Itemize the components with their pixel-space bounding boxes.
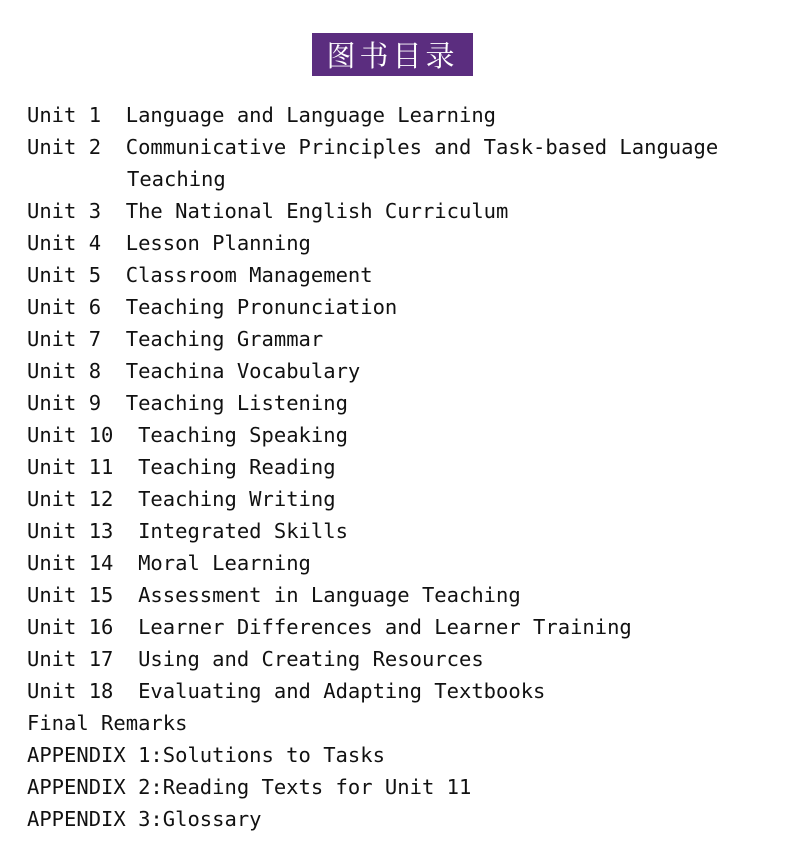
unit-label: Unit 14 [27,551,114,575]
unit-title: Teaching Writing [138,487,336,511]
toc-entry-unit-16 [27,611,718,643]
unit-label: Unit 11 [27,455,114,479]
table-of-contents [27,99,718,835]
back-matter-title: APPENDIX 3:Glossary [27,807,262,831]
unit-title: Assessment in Language Teaching [138,583,521,607]
unit-title: Moral Learning [138,551,311,575]
toc-entry-final-remarks [27,707,718,739]
toc-entry-unit-1 [27,99,718,131]
unit-label: Unit 2 [27,135,102,159]
unit-label: Unit 3 [27,199,102,223]
unit-title: Classroom Management [125,263,373,287]
unit-label: Unit 16 [27,615,114,639]
unit-title: Language and Language Learning [125,103,497,127]
unit-label: Unit 1 [27,103,102,127]
toc-entry-unit-8 [27,355,718,387]
unit-title: Learner Differences and Learner Training [138,615,632,639]
toc-entry-unit-3 [27,195,718,227]
unit-title: Teaching Reading [138,455,336,479]
unit-title: Teaching Grammar [125,327,324,351]
back-matter-title: APPENDIX 1:Solutions to Tasks [27,743,385,767]
unit-label: Unit 9 [27,391,102,415]
unit-title: Communicative Principles and Task-based Language [125,135,719,159]
back-matter-title: APPENDIX 2:Reading Texts for Unit 11 [27,775,472,799]
toc-entry-unit-6 [27,291,718,323]
unit-title-continuation: Teaching [127,167,226,191]
toc-entry-unit-12 [27,483,718,515]
unit-title: Teaching Pronunciation [125,295,398,319]
page-title: 图书目录 [312,33,473,76]
unit-label: Unit 7 [27,327,102,351]
unit-label: Unit 17 [27,647,114,671]
unit-label: Unit 15 [27,583,114,607]
unit-title: Evaluating and Adapting Textbooks [138,679,546,703]
unit-label: Unit 6 [27,295,102,319]
toc-entry-unit-18 [27,675,718,707]
toc-entry-unit-13 [27,515,718,547]
unit-label: Unit 12 [27,487,114,511]
unit-title: Teachina Vocabulary [125,359,361,383]
toc-entry-unit-4 [27,227,718,259]
unit-label: Unit 18 [27,679,114,703]
toc-entry-appendix-3 [27,803,718,835]
toc-entry-unit-15 [27,579,718,611]
toc-entry-unit-2 [27,131,718,163]
toc-entry-appendix-1 [27,739,718,771]
unit-title: The National English Curriculum [125,199,509,223]
unit-label: Unit 5 [27,263,102,287]
unit-label: Unit 8 [27,359,102,383]
unit-title: Integrated Skills [138,519,348,543]
unit-label: Unit 10 [27,423,114,447]
unit-title: Teaching Speaking [138,423,348,447]
unit-title: Lesson Planning [125,231,311,255]
toc-entry-unit-11 [27,451,718,483]
unit-label: Unit 13 [27,519,114,543]
toc-entry-unit-10 [27,419,718,451]
unit-title: Teaching Listening [125,391,348,415]
toc-entry-unit-2-continuation [27,163,718,195]
toc-entry-appendix-2 [27,771,718,803]
toc-entry-unit-7 [27,323,718,355]
toc-entry-unit-17 [27,643,718,675]
back-matter-title: Final Remarks [27,711,188,735]
unit-title: Using and Creating Resources [138,647,484,671]
unit-label: Unit 4 [27,231,102,255]
toc-entry-unit-9 [27,387,718,419]
toc-entry-unit-14 [27,547,718,579]
toc-entry-unit-5 [27,259,718,291]
